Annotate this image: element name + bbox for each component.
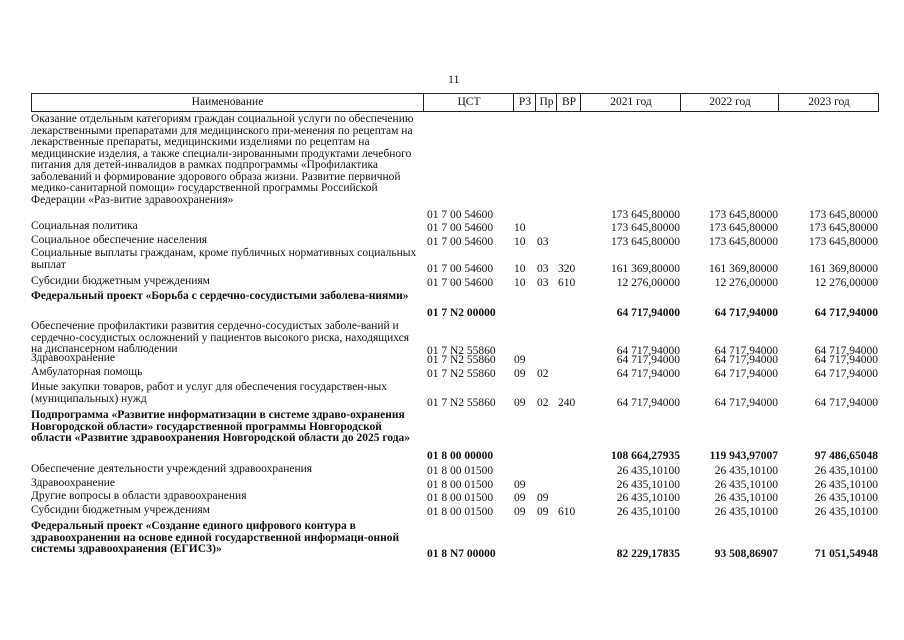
row-name: Подпрограмма «Развитие информатизации в системе здраво-охранения Новгородской области» государственной программы Новгородской области «Развитие здравоохранения Новгородской области до 2025 года» (31, 409, 411, 444)
table-header (31, 93, 879, 112)
cell-y2022: 26 435,10100 (714, 492, 778, 504)
cell-y2023: 173 645,80000 (809, 222, 878, 234)
cell-y2023: 12 276,00000 (814, 277, 878, 289)
cell-y2023: 64 717,94000 (814, 368, 878, 380)
cell-rz: 09 (514, 397, 526, 409)
cell-rz: 10 (514, 263, 526, 275)
row-name: Обеспечение деятельности учреждений здравоохранения (31, 463, 313, 475)
header-vr: ВР (556, 94, 581, 111)
cell-pr: 09 (537, 492, 549, 504)
cell-y2021: 173 645,80000 (611, 222, 680, 234)
row-name: Амбулаторная помощь (31, 366, 143, 378)
cell-vr: 610 (558, 506, 576, 518)
cell-y2022: 26 435,10100 (714, 479, 778, 491)
cell-pr: 03 (537, 236, 549, 248)
cell-pr: 02 (537, 397, 549, 409)
cell-y2023: 26 435,10100 (814, 492, 878, 504)
row-name: Здравоохранение (31, 477, 116, 489)
cell-cst: 01 7 00 54600 (427, 236, 494, 248)
cell-cst: 01 7 00 54600 (427, 209, 494, 221)
cell-y2021: 161 369,80000 (611, 263, 680, 275)
cell-cst: 01 8 00 01500 (427, 492, 494, 504)
row-name: Социальная политика (31, 220, 138, 232)
cell-y2023: 173 645,80000 (809, 209, 878, 221)
cell-y2022: 26 435,10100 (714, 465, 778, 477)
cell-y2023: 173 645,80000 (809, 236, 878, 248)
header-rz: РЗ (513, 94, 536, 111)
cell-rz: 09 (514, 492, 526, 504)
cell-cst: 01 7 00 54600 (427, 277, 494, 289)
cell-y2021: 64 717,94000 (616, 307, 680, 319)
cell-y2021: 26 435,10100 (616, 492, 680, 504)
cell-cst: 01 7 00 54600 (427, 263, 494, 275)
row-name: Субсидии бюджетным учреждениям (31, 504, 210, 516)
row-name: Субсидии бюджетным учреждениям (31, 275, 210, 287)
cell-y2023: 26 435,10100 (814, 465, 878, 477)
cell-y2021: 26 435,10100 (616, 506, 680, 518)
cell-rz: 10 (514, 222, 526, 234)
cell-rz: 09 (514, 354, 526, 366)
cell-y2022: 161 369,80000 (709, 263, 778, 275)
cell-y2022: 64 717,94000 (714, 345, 778, 357)
cell-y2021: 26 435,10100 (616, 479, 680, 491)
cell-y2022: 119 943,97007 (709, 450, 778, 462)
cell-cst: 01 7 N2 55860 (427, 368, 496, 380)
row-name: Иные закупки товаров, работ и услуг для обеспечения государствен-ных (муниципальных) нужд (31, 381, 388, 405)
row-name: Федеральный проект «Создание единого цифрового контура в здравоохранении на основе единой государственной информаци-онной системы здравоохранения (ЕГИСЗ)» (31, 520, 400, 555)
page-number: 11 (448, 72, 460, 86)
cell-y2022: 64 717,94000 (714, 354, 778, 366)
cell-cst: 01 7 00 54600 (427, 222, 494, 234)
cell-y2022: 26 435,10100 (714, 506, 778, 518)
cell-y2023: 161 369,80000 (809, 263, 878, 275)
cell-vr: 320 (558, 263, 576, 275)
cell-cst: 01 8 00 01500 (427, 506, 494, 518)
row-name: Обеспечение профилактики развития сердечно-сосудистых заболе-ваний и сердечно-сосудистых осложнений у пациентов высокого риска, находящихся на диспансерном наблюдении (31, 320, 410, 355)
cell-pr: 02 (537, 368, 549, 380)
cell-rz: 09 (514, 506, 526, 518)
cell-pr: 03 (537, 277, 549, 289)
cell-y2022: 64 717,94000 (714, 397, 778, 409)
cell-y2021: 82 229,17835 (616, 548, 680, 560)
cell-y2022: 173 645,80000 (709, 222, 778, 234)
header-name: Наименование (191, 96, 264, 108)
cell-cst: 01 8 00 01500 (427, 479, 494, 491)
cell-cst: 01 7 N2 00000 (427, 307, 496, 319)
cell-y2022: 173 645,80000 (709, 209, 778, 221)
cell-y2023: 26 435,10100 (814, 506, 878, 518)
row-name: Социальное обеспечение населения (31, 234, 208, 246)
row-name: Другие вопросы в области здравоохранения (31, 490, 247, 502)
cell-y2021: 173 645,80000 (611, 209, 680, 221)
header-2021: 2021 год (580, 94, 681, 111)
row-name: Социальные выплаты гражданам, кроме публичных нормативных социальных выплат (31, 247, 417, 271)
cell-cst: 01 7 N2 55860 (427, 397, 496, 409)
cell-y2023: 64 717,94000 (814, 307, 878, 319)
cell-y2021: 108 664,27935 (611, 450, 680, 462)
cell-rz: 09 (514, 368, 526, 380)
cell-rz: 10 (514, 277, 526, 289)
cell-y2021: 173 645,80000 (611, 236, 680, 248)
cell-y2023: 97 486,65048 (814, 450, 878, 462)
cell-y2023: 64 717,94000 (814, 345, 878, 357)
cell-rz: 09 (514, 479, 526, 491)
cell-cst: 01 8 00 00000 (427, 450, 494, 462)
cell-cst: 01 7 N2 55860 (427, 345, 496, 357)
cell-y2022: 64 717,94000 (714, 307, 778, 319)
cell-vr: 240 (558, 397, 576, 409)
cell-y2023: 26 435,10100 (814, 479, 878, 491)
row-name: Оказание отдельным категориям граждан социальной услуги по обеспечению лекарственными препаратами для медицинского при-менения по рецептам на лекарственные препараты, медицинскими изделиями по рецептам на медицинские изделия, а также специали-зированными продуктами лечебного питания для детей-инвалидов в рамках подпрограммы «Профилактика заболеваний и формирование здорового образа жизни. Развитие первичной медико-санитарной помощи» государственной программы Российской Федерации «Раз-витие здравоохранения» (31, 113, 414, 206)
row-name: Федеральный проект «Борьба с сердечно-сосудистыми заболева-ниями» (31, 290, 409, 302)
cell-y2022: 173 645,80000 (709, 236, 778, 248)
cell-y2021: 64 717,94000 (616, 354, 680, 366)
row-name: Здравоохранение (31, 352, 116, 364)
header-2023: 2023 год (778, 94, 879, 111)
cell-y2023: 64 717,94000 (814, 397, 878, 409)
cell-pr: 03 (537, 263, 549, 275)
header-cst: ЦСТ (423, 94, 514, 111)
cell-cst: 01 7 N2 55860 (427, 354, 496, 366)
cell-rz: 10 (514, 236, 526, 248)
cell-y2021: 12 276,00000 (616, 277, 680, 289)
cell-cst: 01 8 N7 00000 (427, 548, 496, 560)
cell-vr: 610 (558, 277, 576, 289)
header-pr: Пр (535, 94, 557, 111)
header-2022: 2022 год (680, 94, 779, 111)
cell-cst: 01 8 00 01500 (427, 465, 494, 477)
cell-y2022: 64 717,94000 (714, 368, 778, 380)
cell-y2021: 64 717,94000 (616, 397, 680, 409)
cell-y2023: 64 717,94000 (814, 354, 878, 366)
cell-y2021: 26 435,10100 (616, 465, 680, 477)
cell-y2021: 64 717,94000 (616, 368, 680, 380)
cell-y2022: 12 276,00000 (714, 277, 778, 289)
cell-y2021: 64 717,94000 (616, 345, 680, 357)
cell-pr: 09 (537, 506, 549, 518)
cell-y2023: 71 051,54948 (814, 548, 878, 560)
cell-y2022: 93 508,86907 (714, 548, 778, 560)
